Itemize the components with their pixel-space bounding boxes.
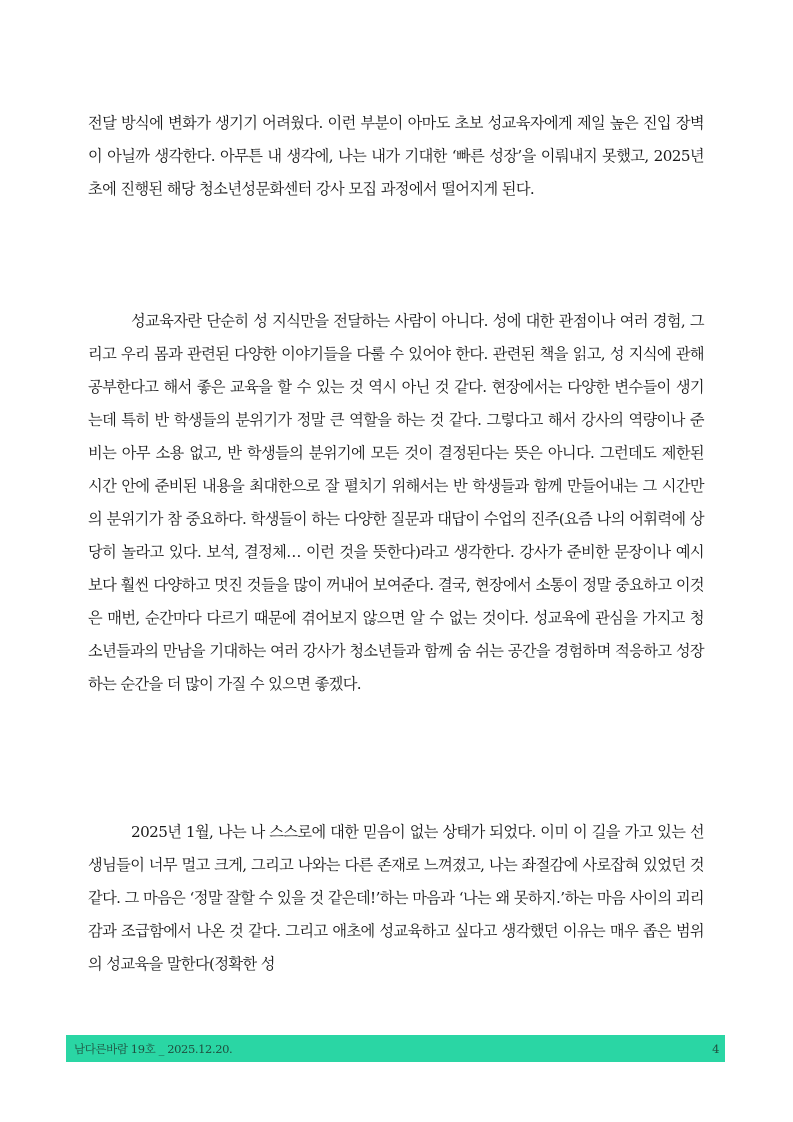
body-paragraph-2: [88, 305, 704, 701]
paragraph-text: 성교육자란 단순히 성 지식만을 전달하는 사람이 아니다. 성에 대한 관점이나 여러 경험, 그리고 우리 몸과 관련된 다양한 이야기들을 다룰 수 있어야 한다. 관련된 책을 읽고, 성 지식에 관해 공부한다고 해서 좋은 교육을 할 수 있는 것 역시 아닌 것 같다. 현장에서는 다양한 변수들이 생기는데 특히 반 학생들의 분위기가 정말 큰 역할을 하는 것 같다. 그렇다고 해서 강사의 역량이나 준비는 아무 소용 없고, 반 학생들의 분위기에 모든 것이 결정된다는 뜻은 아니다. 그런데도 제한된 시간 안에 준비된 내용을 최대한으로 잘 펼치기 위해서는 반 학생들과 함께 만들어내는 그 시간만의 분위기가 참 중요하다. 학생들이 하는 다양한 질문과 대답이 수업의 진주(요즘 나의 어휘력에 상당히 놀라고 있다. 보석, 결정체… 이런 것을 뜻한다)라고 생각한다. 강사가 준비한 문장이나 예시보다 훨씬 다양하고 멋진 것들을 많이 꺼내어 보여준다. 결국, 현장에서 소통이 정말 중요하고 이것은 매번, 순간마다 다르기 때문에 겪어보지 않으면 알 수 없는 것이다. 성교육에 관심을 가지고 청소년들과의 만남을 기대하는 여러 강사가 청소년들과 함께 숨 쉬는 공간을 경험하며 적응하고 성장하는 순간을 더 많이 가질 수 있으면 좋겠다.: [88, 312, 704, 693]
page-footer: [66, 1035, 725, 1062]
body-paragraph-1: [88, 107, 704, 206]
page-number: 4: [712, 1041, 719, 1056]
paragraph-text: 2025년 1월, 나는 나 스스로에 대한 믿음이 없는 상태가 되었다. 이미 이 길을 가고 있는 선생님들이 너무 멀고 크게, 그리고 나와는 다른 존재로 느껴졌고, 나는 좌절감에 사로잡혀 있었던 것 같다. 그 마음은 ‘정말 잘할 수 있을 것 같은데!’하는 마음과 ‘나는 왜 못하지.’하는 마음 사이의 괴리감과 조급함에서 나온 것 같다. 그리고 애초에 성교육하고 싶다고 생각했던 이유는 매우 좁은 범위의 성교육을 말한다(정확한 성: [88, 823, 704, 973]
footer-publication-info: 남다른바람 19호 _ 2025.12.20.: [74, 1041, 233, 1056]
body-paragraph-3: [88, 816, 704, 981]
paragraph-text: 전달 방식에 변화가 생기기 어려웠다. 이런 부분이 아마도 초보 성교육자에게 제일 높은 진입 장벽이 아닐까 생각한다. 아무튼 내 생각에, 나는 내가 기대한 ‘빠른 성장’을 이뤄내지 못했고, 2025년 초에 진행된 해당 청소년성문화센터 강사 모집 과정에서 떨어지게 된다.: [88, 114, 704, 198]
